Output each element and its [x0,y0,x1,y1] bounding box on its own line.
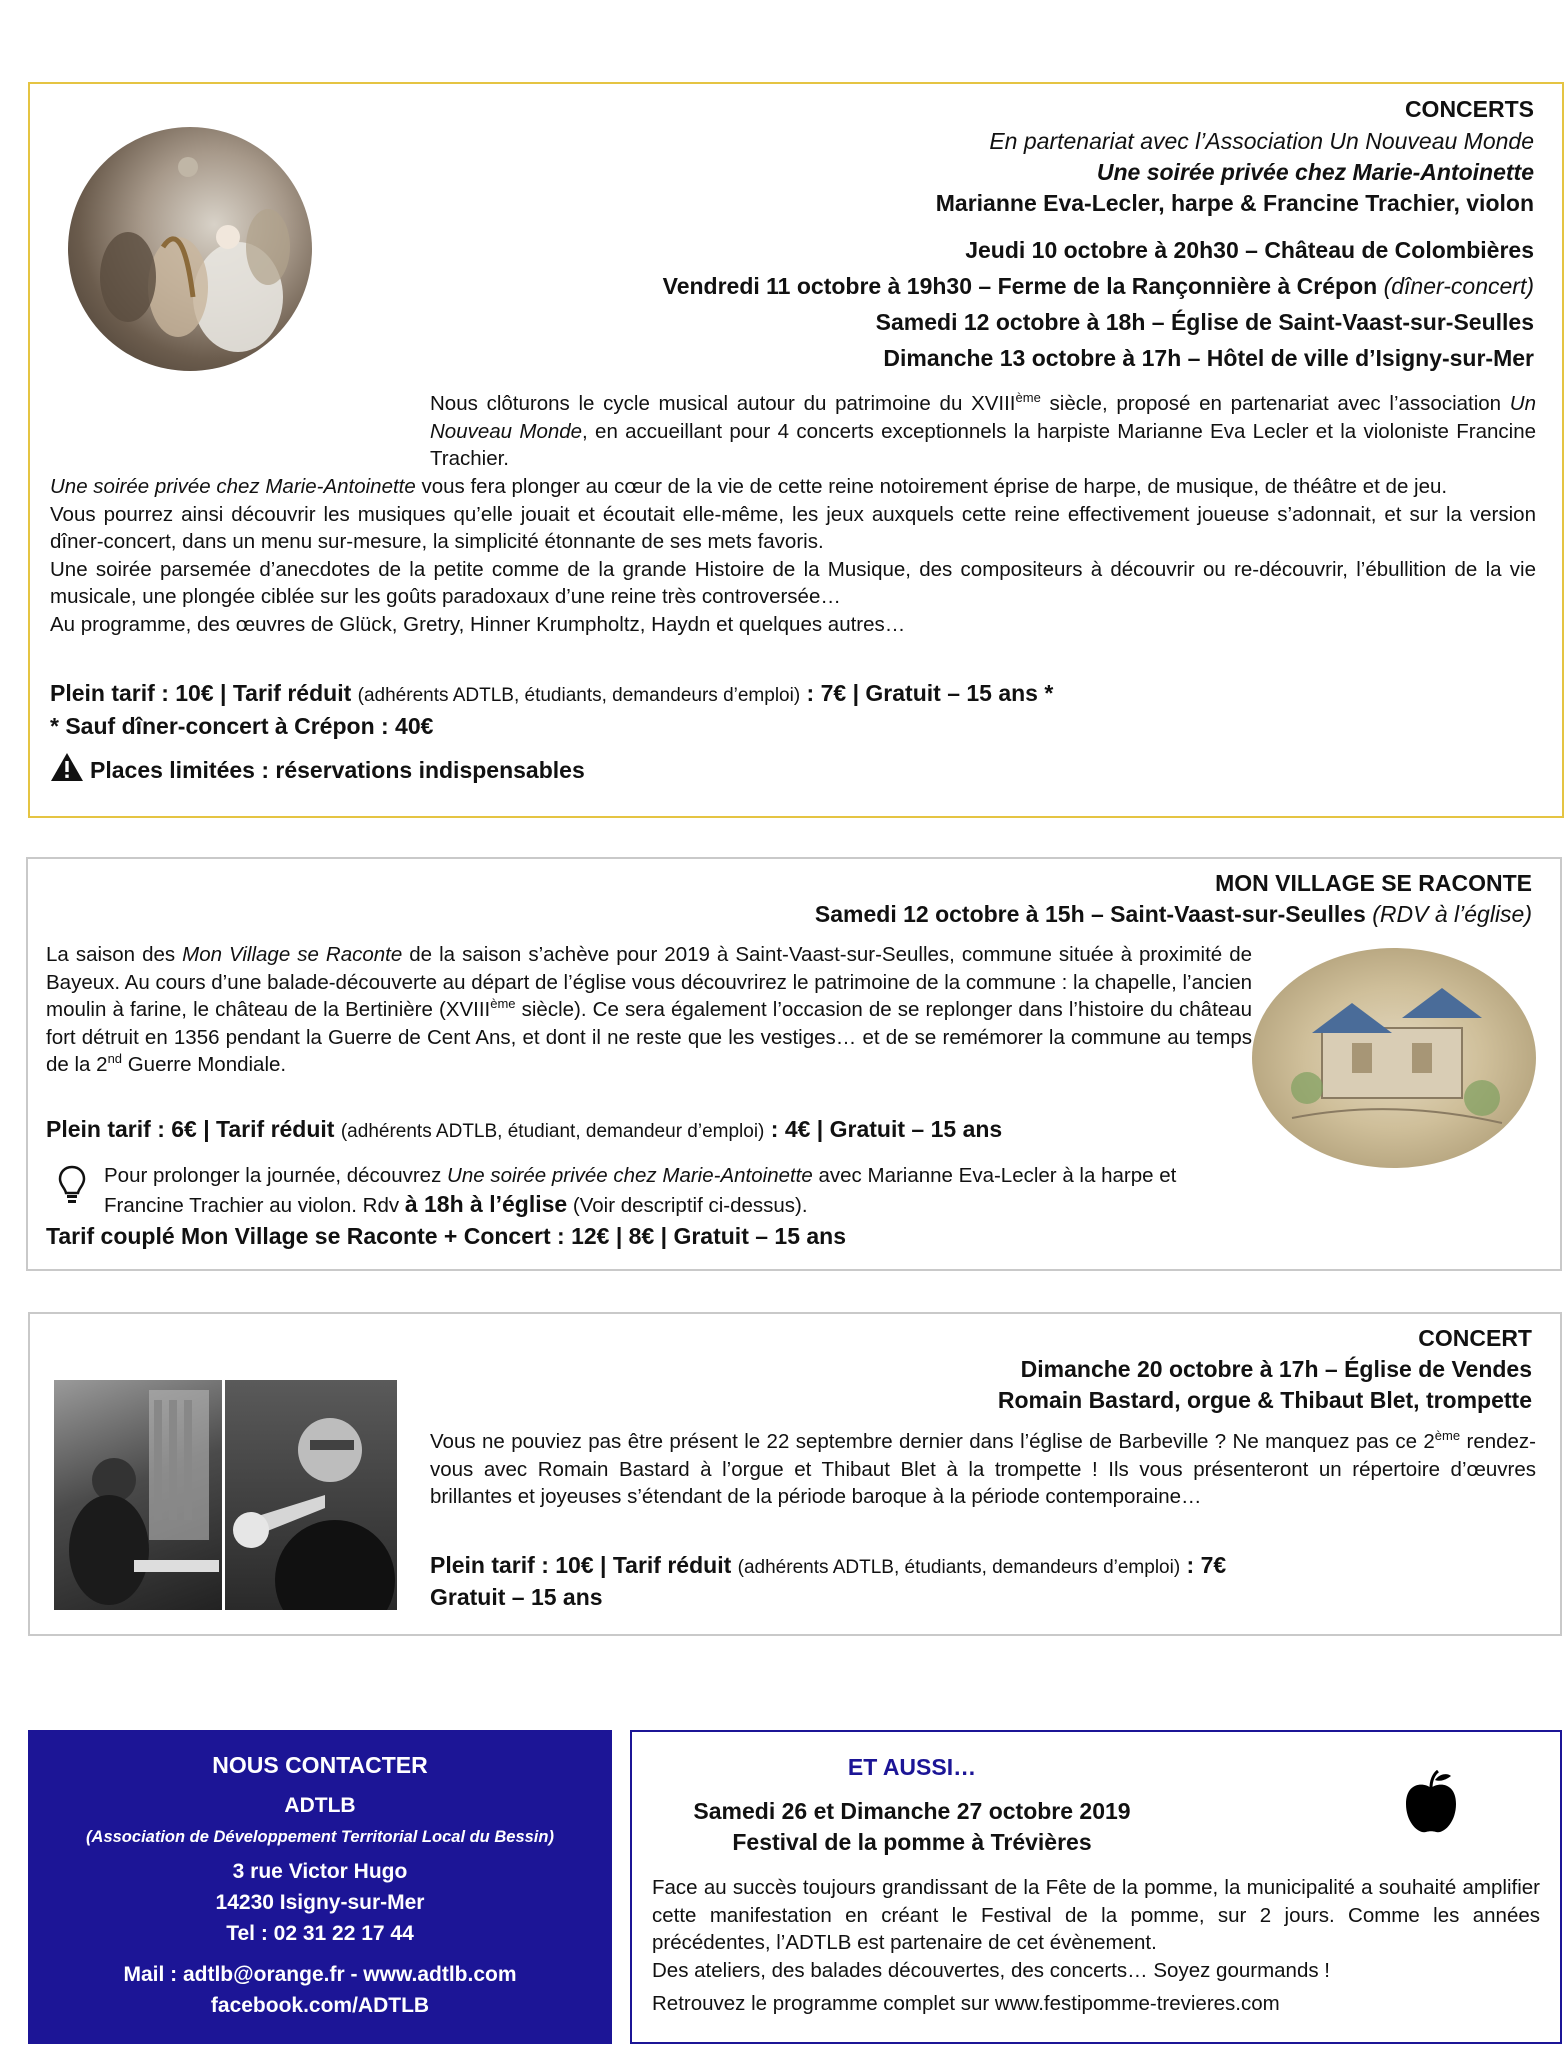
concert2-description: Vous ne pouviez pas être présent le 22 septembre dernier dans l’église de Barbeville ? Ne manquez pas ce 2ème rendez-vous avec Romain Bastard à l’orgue et Thibaut Blet à la trompette ! Ils vous présenteront un répertoire d’œuvres brillantes et joyeuses s’étendant de la période baroque à la période contemporaine… [430,1428,1536,1508]
village-price: Plein tarif : 6€ | Tarif réduit (adhérents ADTLB, étudiant, demandeur d’emploi) : 4€ | Gratuit – 15 ans [46,1116,1003,1142]
aussi-heading: ET AUSSI… [847,1754,977,1780]
warning-line: Places limitées : réservations indispensables [50,752,585,790]
village-heading: MON VILLAGE SE RACONTE [1215,870,1532,896]
festival-date: Samedi 26 et Dimanche 27 octobre 2019 [693,1798,1131,1824]
date-4: Dimanche 13 octobre à 17h – Hôtel de ville d’Isigny-sur-Mer [883,345,1534,371]
village-section [26,857,1562,1271]
date-3: Samedi 12 octobre à 18h – Église de Saint-Vaast-sur-Seulles [875,309,1534,335]
date-2: Vendredi 11 octobre à 19h30 – Ferme de la Rançonnière à Crépon (dîner-concert) [662,273,1534,299]
date-1: Jeudi 10 octobre à 20h30 – Château de Colombières [965,237,1534,263]
lightbulb-icon [58,1165,86,1210]
festival-title: Festival de la pomme à Trévières [732,1829,1092,1855]
village-description: La saison des Mon Village se Raconte de la saison s’achève pour 2019 à Saint-Vaast-sur-Seulles, commune située à proximité de Bayeux. Au cours d’une balade-découverte au départ de l’église vous découvrirez le patrimoine de la commune : la chapelle, l’ancien moulin à farine, le château de la Bertinière (XVIIIème siècle). Ce sera également l’occasion de se replonger dans l’histoire du château fort détruit en 1356 pendant la Guerre de Cent Ans, et dont il ne reste que les vestiges… et de se remémorer la commune au temps de la 2nd Guerre Mondiale. [46,943,1252,1076]
concert2-performers: Romain Bastard, orgue & Thibaut Blet, trompette [997,1387,1532,1413]
concert2-free: Gratuit – 15 ans [430,1584,603,1610]
festival-link[interactable]: Retrouvez le programme complet sur www.festipomme-trevieres.com [652,1992,1280,2015]
combo-price: Tarif couplé Mon Village se Raconte + Concert : 12€ | 8€ | Gratuit – 15 ans [46,1223,847,1249]
aussi-section [630,1730,1562,2044]
village-date: Samedi 12 octobre à 15h – Saint-Vaast-sur-Seulles (RDV à l’église) [814,901,1532,927]
contact-facebook-link[interactable]: facebook.com/ADTLB [210,1994,430,2017]
contact-address-city: 14230 Isigny-sur-Mer [215,1891,425,1914]
marie-antoinette-painting [68,127,312,371]
concert-performers: Marianne Eva-Lecler, harpe & Francine Trachier, violon [935,190,1534,216]
contact-mail-link[interactable]: Mail : adtlb@orange.fr - www.adtlb.com [123,1963,517,1986]
contact-heading: NOUS CONTACTER [212,1752,428,1778]
concerts-section [28,82,1564,818]
village-castle-painting [1252,948,1536,1168]
concert-title: Une soirée privée chez Marie-Antoinette [1096,159,1534,185]
concert2-date: Dimanche 20 octobre à 17h – Église de Vendes [1020,1356,1532,1382]
trumpeter-photo [225,1380,397,1610]
contact-address-street: 3 rue Victor Hugo [232,1860,408,1883]
concert2-section [28,1312,1562,1636]
concert-price-note: * Sauf dîner-concert à Crépon : 40€ [50,713,434,739]
concert-intro: Nous clôturons le cycle musical autour du patrimoine du XVIIIème siècle, proposé en partenariat avec l’association Un Nouveau Monde, en accueillant pour 4 concerts exceptionnels la harpiste Marianne Eva Lecler et la violoniste Francine Trachier. [430,390,1537,470]
concert2-price: Plein tarif : 10€ | Tarif réduit (adhérents ADTLB, étudiants, demandeurs d’emploi) : 7€ [430,1552,1227,1578]
concert-description: Une soirée privée chez Marie-Antoinette vous fera plonger au cœur de la vie de cette reine notoirement éprise de harpe, de musique, de théâtre et de jeu. Vous pourrez ainsi découvrir les musiques qu’elle jouait et écoutait elle-même, les jeux auxquels cette reine effectivement joueuse s’adonnait, et sur la version dîner-concert, dans un menu sur-mesure, la simplicité étonnante de ses mets favoris. Une soirée parsemée d’anecdotes de la petite comme de la grande Histoire de la Musique, des compositeurs à découvrir ou re-découvrir, l’ébullition de la vie musicale, une plongée ciblée sur les goûts paradoxaux d’une reine très controversée… Au programme, des œuvres de Glück, Gretry, Hinner Krumpholtz, Haydn et quelques autres… [50,475,1536,636]
concerts-heading: CONCERTS [1404,96,1534,122]
warning-icon [50,752,84,790]
contact-org: ADTLB [284,1794,356,1817]
village-tip: Pour prolonger la journée, découvrez Une soirée privée chez Marie-Antoinette avec Marianne Eva-Lecler à la harpe et Francine Trachier au violon. Rdv à 18h à l’église (Voir descriptif ci-dessus). [104,1164,1177,1217]
concert-price: Plein tarif : 10€ | Tarif réduit (adhérents ADTLB, étudiants, demandeurs d’emploi) : 7€ | Gratuit – 15 ans * [50,680,1054,706]
contact-phone: Tel : 02 31 22 17 44 [226,1922,414,1945]
contact-org-full: (Association de Développement Territorial Local du Bessin) [86,1828,554,1846]
apple-icon [1402,1770,1460,1841]
partnership-line: En partenariat avec l’Association Un Nouveau Monde [989,128,1534,154]
festival-description: Face au succès toujours grandissant de la Fête de la pomme, la municipalité a souhaité amplifier cette manifestation en créant le Festival de la pomme, sur 2 jours. Comme les années précédentes, l’ADTLB est partenaire de cet évènement. Des ateliers, des balades découvertes, des concerts… Soyez gourmands ! [652,1876,1540,1982]
organist-photo [54,1380,222,1610]
concert2-heading: CONCERT [1418,1325,1532,1351]
contact-section [28,1730,612,2044]
